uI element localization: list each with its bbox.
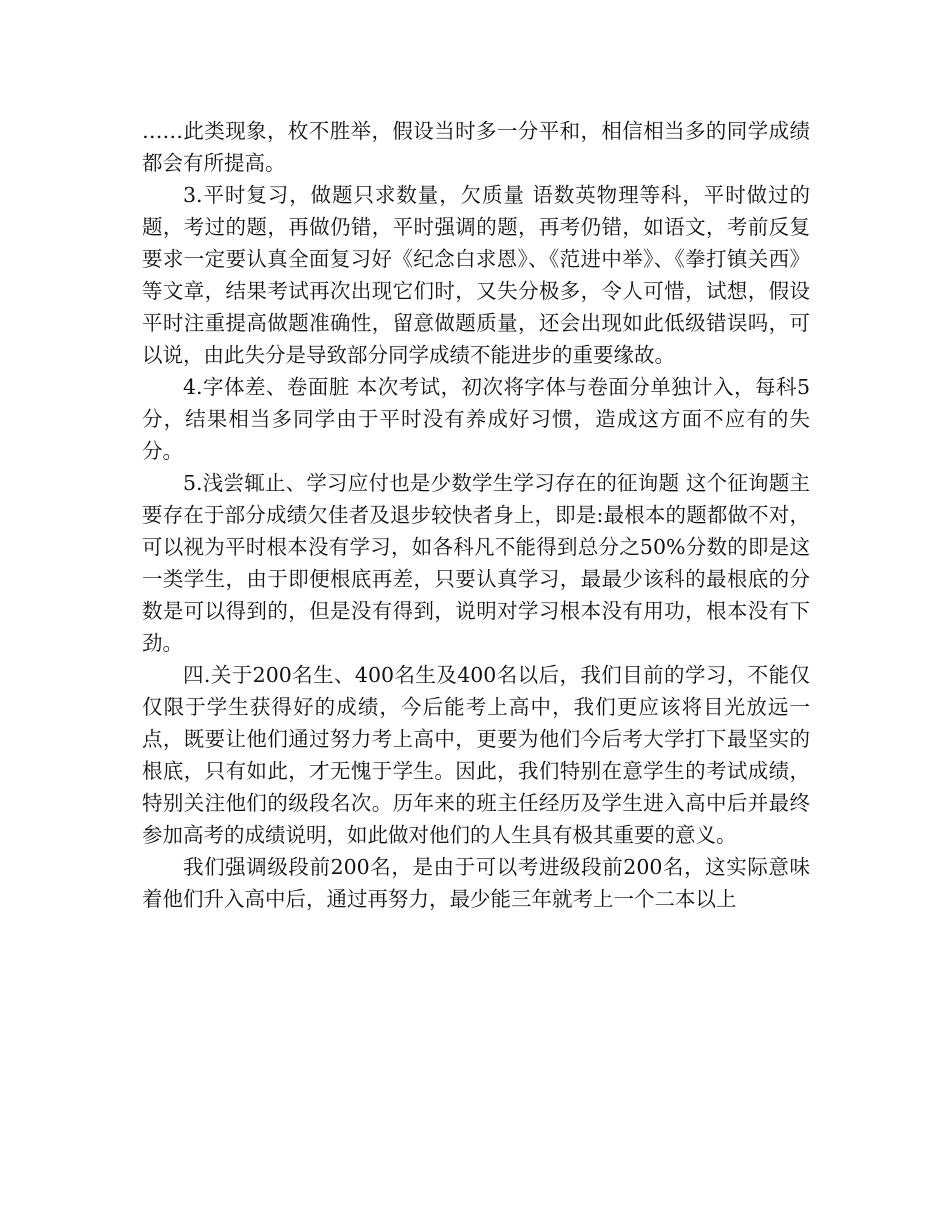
document-page bbox=[142, 115, 810, 915]
paragraph-6: 我们强调级段前200名，是由于可以考进级段前200名，这实际意味着他们升入高中后，通过再努力，最少能三年就考上一个二本以上 bbox=[142, 855, 810, 911]
paragraph-2: 3.平时复习，做题只求数量，欠质量 语数英物理等科，平时做过的题，考过的题，再做仍错，平时强调的题，再考仍错，如语文，考前反复要求一定要认真全面复习好《纪念白求恩》、《范进中举》、《拳打镇关西》等文章，结果考试再次出现它们时，又失分极多，令人可惜，试想，假设平时注重提高做题准确性，留意做题质量，还会出现如此低级错误吗，可以说，由此失分是导致部分同学成绩不能进步的重要缘故。 bbox=[142, 183, 810, 367]
paragraph-5: 四.关于200名生、400名生及400名以后，我们目前的学习，不能仅仅限于学生获得好的成绩，今后能考上高中，我们更应该将目光放远一点，既要让他们通过努力考上高中，更要为他们今后考大学打下最坚实的根底，只有如此，才无愧于学生。因此，我们特别在意学生的考试成绩，特别关注他们的级段名次。历年来的班主任经历及学生进入高中后并最终参加高考的成绩说明，如此做对他们的人生具有极其重要的意义。 bbox=[142, 663, 810, 847]
paragraph-4: 5.浅尝辄止、学习应付也是少数学生学习存在的征询题 这个征询题主要存在于部分成绩欠佳者及退步较快者身上，即是:最根本的题都做不对，可以视为平时根本没有学习，如各科凡不能得到总分之50%分数的即是这一类学生，由于即便根底再差，只要认真学习，最最少该科的最根底的分数是可以得到的，但是没有得到，说明对学习根本没有用功，根本没有下劲。 bbox=[142, 471, 810, 655]
paragraph-3: 4.字体差、卷面脏 本次考试，初次将字体与卷面分单独计入，每科5分，结果相当多同学由于平时没有养成好习惯，造成这方面不应有的失分。 bbox=[142, 375, 810, 463]
paragraph-1: ……此类现象，枚不胜举，假设当时多一分平和，相信相当多的同学成绩都会有所提高。 bbox=[142, 119, 810, 175]
